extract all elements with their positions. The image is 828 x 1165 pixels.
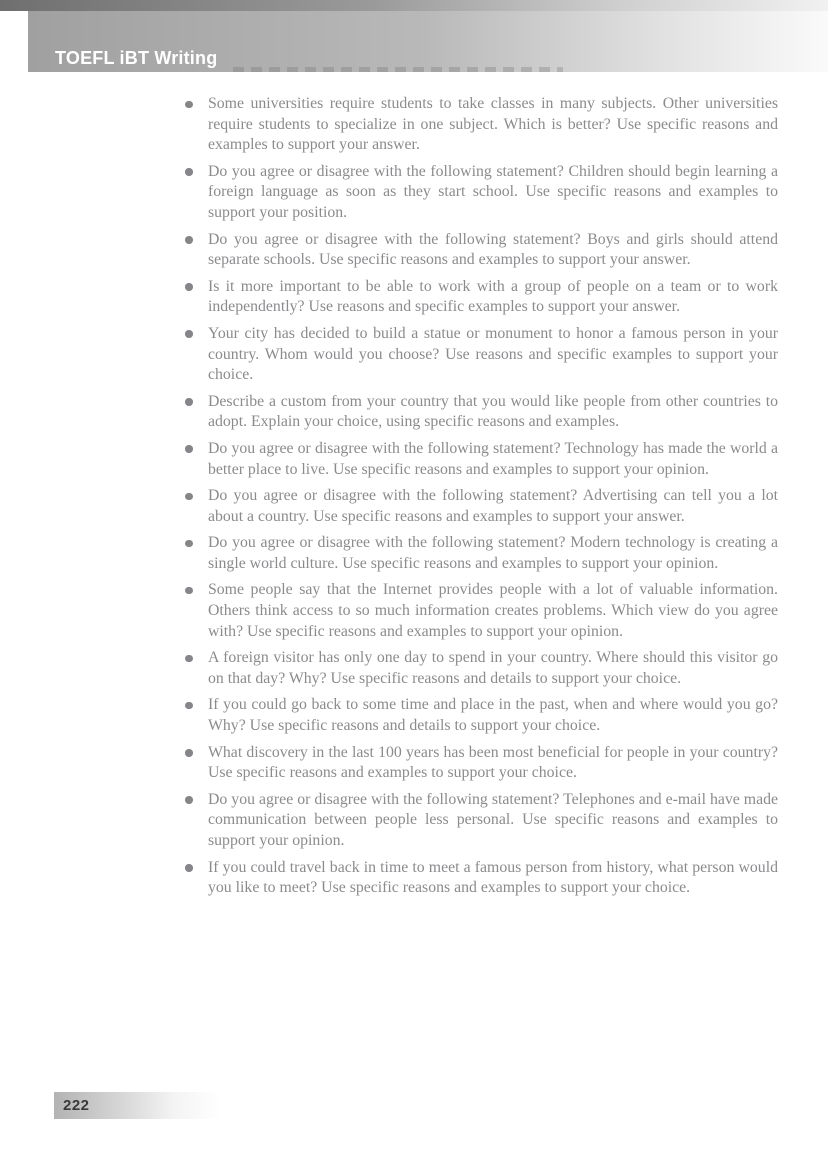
bullet-icon [185,587,193,595]
page-title: TOEFL iBT Writing [55,48,218,68]
prompt-text: Describe a custom from your country that you would like people from other countries to adopt. Explain your choice, using specific reasons and examples. [208,392,778,431]
bullet-icon [185,101,193,109]
prompt-text: Do you agree or disagree with the following statement? Boys and girls should attend separate schools. Use specific reasons and examples to support your answer. [208,230,778,269]
prompt-text: If you could travel back in time to meet a famous person from history, what person would you like to meet? Use specific reasons and examples to support your choice. [208,858,778,897]
prompt-text: If you could go back to some time and place in the past, when and where would you go? Why? Use specific reasons and details to support your choice. [208,696,778,735]
prompt-item [184,790,778,852]
prompt-text: Is it more important to be able to work with a group of people on a team or to work independently? Use reasons and specific examples to support your answer. [208,277,778,316]
prompt-text: Do you agree or disagree with the following statement? Modern technology is creating a single world culture. Use specific reasons and examples to support your opinion. [208,534,778,572]
page-number-tab [54,1092,244,1119]
prompt-item [184,439,778,480]
prompt-item [184,858,778,899]
header-dashes-decoration [233,67,563,72]
prompt-item [184,533,778,574]
bullet-icon [185,168,193,176]
prompt-text: Do you agree or disagree with the following statement? Telephones and e-mail have made communication between people less personal. Use specific reasons and examples to support your opinion. [208,790,778,849]
prompt-item [184,486,778,527]
prompt-item [184,695,778,736]
prompt-item [184,743,778,784]
prompt-text: Your city has decided to build a statue or monument to honor a famous person in your country. Whom would you choose? Use reasons and specific examples to support your choice. [208,324,778,384]
prompt-text: A foreign visitor has only one day to spend in your country. Where should this visitor go on that day? Why? Use specific reasons and details to support your choice. [208,649,778,687]
bullet-icon [185,330,193,338]
page-top-edge-strip [0,0,828,11]
bullet-icon [185,540,193,548]
prompt-item [184,230,778,271]
prompt-text: Do you agree or disagree with the following statement? Advertising can tell you a lot about a country. Use specific reasons and examples to support your answer. [208,487,778,525]
prompt-item [184,392,778,433]
bullet-icon [185,493,193,501]
bullet-icon [185,236,193,244]
prompt-item [184,580,778,642]
prompt-text: What discovery in the last 100 years has been most beneficial for people in your country? Use specific reasons and examples to support your choice. [208,743,778,782]
prompt-text: Do you agree or disagree with the following statement? Children should begin learning a foreign language as soon as they start school. Use specific reasons and examples to support your position. [208,162,778,221]
bullet-icon [185,864,193,872]
bullet-icon [185,749,193,757]
bullet-icon [185,398,193,406]
prompt-text: Do you agree or disagree with the following statement? Technology has made the world a better place to live. Use specific reasons and examples to support your opinion. [208,439,778,478]
prompt-item [184,94,778,156]
page-number: 222 [63,1097,90,1114]
prompt-text: Some universities require students to take classes in many subjects. Other universities require students to specialize in one subject. Which is better? Use specific reasons and examples to support your answer. [208,95,778,154]
bullet-icon [185,283,193,291]
prompt-item [184,162,778,224]
prompt-list [184,94,778,905]
header-band [28,11,828,72]
bullet-icon [185,702,193,710]
bullet-icon [185,655,193,663]
bullet-icon [185,445,193,453]
prompt-item [184,277,778,318]
prompt-item [184,324,778,386]
prompt-item [184,648,778,689]
prompt-text: Some people say that the Internet provides people with a lot of valuable information. Others think access to so much information creates problems. Which view do you agree with? Use specific reasons and examples to support your opinion. [208,581,778,640]
bullet-icon [185,796,193,804]
